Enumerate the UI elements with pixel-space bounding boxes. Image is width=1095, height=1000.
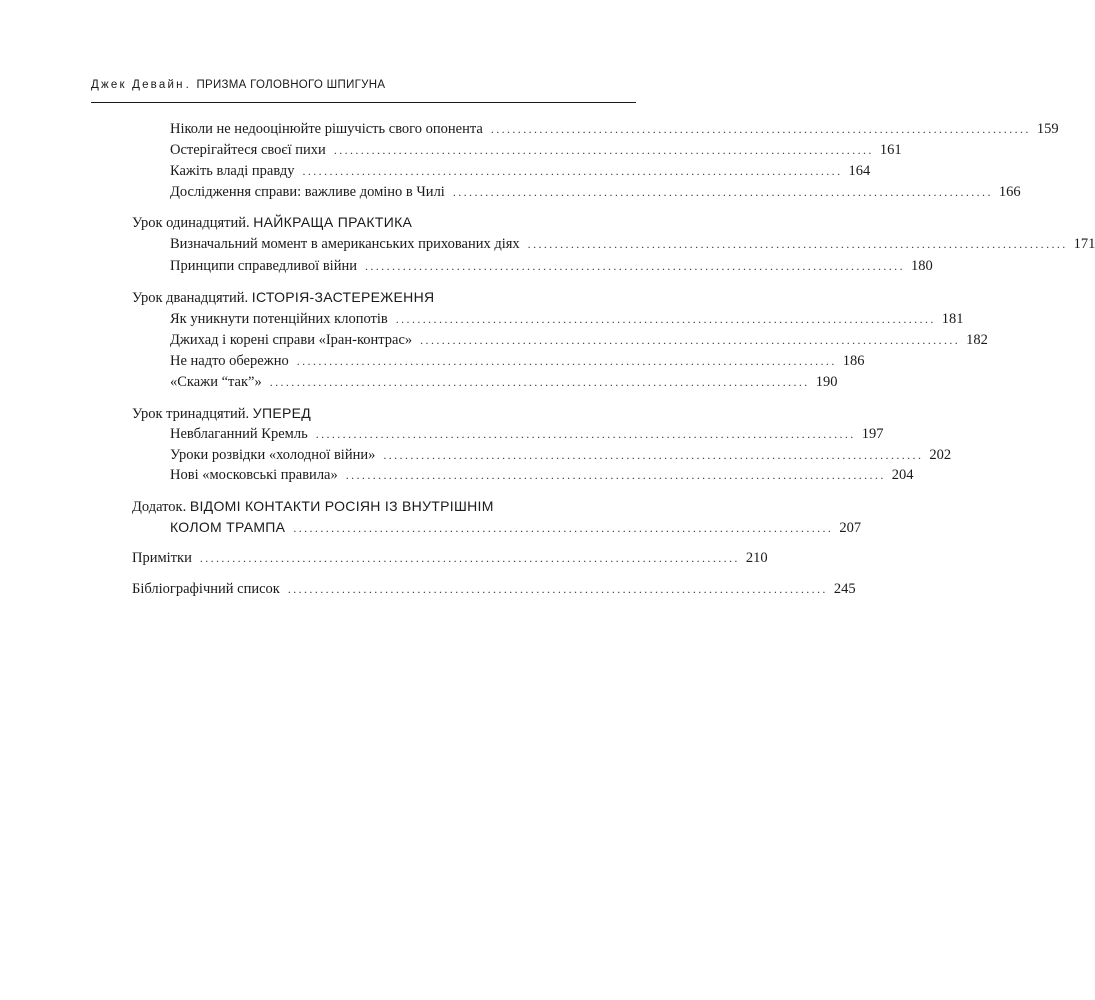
toc-entry-page: 197 xyxy=(861,426,884,442)
toc-leader: .................................................................................................... xyxy=(364,259,905,273)
toc-entry-page: 190 xyxy=(815,374,838,390)
toc-leader: .................................................................................................... xyxy=(452,185,993,199)
appendix-title-line1: ВІДОМІ КОНТАКТИ РОСІЯН ІЗ ВНУТРІШНІМ xyxy=(189,498,494,514)
toc-leader: .................................................................................................... xyxy=(527,237,1068,251)
toc-leader: .................................................................................................... xyxy=(269,375,810,389)
toc-leader: .................................................................................................... xyxy=(383,448,924,462)
toc-entry[interactable] xyxy=(170,374,838,391)
lesson-title: ІСТОРІЯ-ЗАСТЕРЕЖЕННЯ xyxy=(251,289,435,305)
toc-entry-title: Невблаганний Кремль xyxy=(170,426,308,442)
toc-entry-title: Нові «московські правила» xyxy=(170,467,338,483)
toc-entry[interactable] xyxy=(170,426,884,443)
lesson-prefix: Урок дванадцятий. xyxy=(132,290,249,306)
toc-lesson-heading[interactable] xyxy=(132,214,412,232)
toc-entry[interactable] xyxy=(170,332,988,349)
toc-entry-page: 210 xyxy=(745,550,768,566)
toc-leader: .................................................................................................... xyxy=(293,521,834,535)
toc-entry[interactable] xyxy=(170,519,862,537)
toc-entry-title: «Скажи “так”» xyxy=(170,374,262,390)
lesson-title: НАЙКРАЩА ПРАКТИКА xyxy=(253,214,413,230)
header-author: Джек Девайн xyxy=(91,79,185,91)
toc-entry-page: 161 xyxy=(879,142,902,158)
toc-entry-title: Бібліографічний список xyxy=(132,581,280,597)
toc-leader: .................................................................................................... xyxy=(315,427,856,441)
toc-appendix-heading[interactable] xyxy=(132,498,494,516)
toc-entry[interactable] xyxy=(170,236,1095,253)
toc-entry[interactable] xyxy=(170,353,865,370)
running-header xyxy=(91,79,611,91)
toc-entry[interactable] xyxy=(170,184,1021,201)
toc-leader: .................................................................................................... xyxy=(420,333,961,347)
appendix-title-line2: КОЛОМ ТРАМПА xyxy=(170,519,286,535)
toc-entry-title: Не надто обережно xyxy=(170,353,289,369)
toc-entry-page: 186 xyxy=(842,353,865,369)
header-book-title: ПРИЗМА ГОЛОВНОГО ШПИГУНА xyxy=(196,79,386,91)
toc-leader: .................................................................................................... xyxy=(395,312,936,326)
toc-entry-title: Кажіть владі правду xyxy=(170,163,295,179)
toc-leader: .................................................................................................... xyxy=(199,551,740,565)
toc-entry-title: Як уникнути потенційних клопотів xyxy=(170,311,388,327)
header-rule xyxy=(91,102,636,103)
toc-entry[interactable] xyxy=(170,121,1059,138)
toc-entry-title: Остерігайтеся своєї пихи xyxy=(170,142,326,158)
toc-entry-page: 159 xyxy=(1036,121,1059,137)
lesson-prefix: Урок тринадцятий. xyxy=(132,406,250,422)
toc-entry-title: Примітки xyxy=(132,550,192,566)
toc-entry-title: Уроки розвідки «холодної війни» xyxy=(170,447,376,463)
toc-leader: .................................................................................................... xyxy=(345,468,886,482)
toc-entry-page: 202 xyxy=(929,447,952,463)
header-separator: . xyxy=(185,79,190,91)
toc-entry[interactable] xyxy=(170,258,933,275)
toc-entry[interactable] xyxy=(170,311,964,328)
toc-entry[interactable] xyxy=(170,447,952,464)
toc-entry-page: 181 xyxy=(941,311,964,327)
toc-leader: .................................................................................................... xyxy=(333,143,874,157)
toc-entry-page: 166 xyxy=(998,184,1021,200)
toc-entry-notes[interactable] xyxy=(132,550,768,567)
toc-entry-title: Визначальний момент в американських прихованих діях xyxy=(170,236,520,252)
toc-leader: .................................................................................................... xyxy=(302,164,843,178)
toc-entry-bibliography[interactable] xyxy=(132,581,856,598)
toc-entry-title: Джихад і корені справи «Іран-контрас» xyxy=(170,332,413,348)
toc-entry-page: 204 xyxy=(891,467,914,483)
toc-entry-title: Принципи справедливої війни xyxy=(170,258,357,274)
toc-leader: .................................................................................................... xyxy=(287,582,828,596)
toc-entry-page: 182 xyxy=(966,332,988,348)
toc-lesson-heading[interactable] xyxy=(132,405,311,423)
toc-entry-page: 245 xyxy=(833,581,856,597)
toc-entry-page: 207 xyxy=(839,520,862,536)
toc-entry[interactable] xyxy=(170,142,902,159)
toc-entry-title: Ніколи не недооцінюйте рішучість свого опонента xyxy=(170,121,483,137)
toc-entry[interactable] xyxy=(170,163,871,180)
toc-leader: .................................................................................................... xyxy=(490,122,1031,136)
toc-entry-page: 180 xyxy=(910,258,933,274)
toc-entry-title: Дослідження справи: важливе доміно в Чилі xyxy=(170,184,445,200)
toc-lesson-heading[interactable] xyxy=(132,289,434,307)
toc-entry-page: 171 xyxy=(1073,236,1095,252)
toc-entry[interactable] xyxy=(170,467,914,484)
lesson-title: УПЕРЕД xyxy=(252,405,312,421)
lesson-prefix: Урок одинадцятий. xyxy=(132,215,250,231)
toc-entry-page: 164 xyxy=(848,163,871,179)
appendix-prefix: Додаток. xyxy=(132,499,187,515)
toc-leader: .................................................................................................... xyxy=(296,354,837,368)
